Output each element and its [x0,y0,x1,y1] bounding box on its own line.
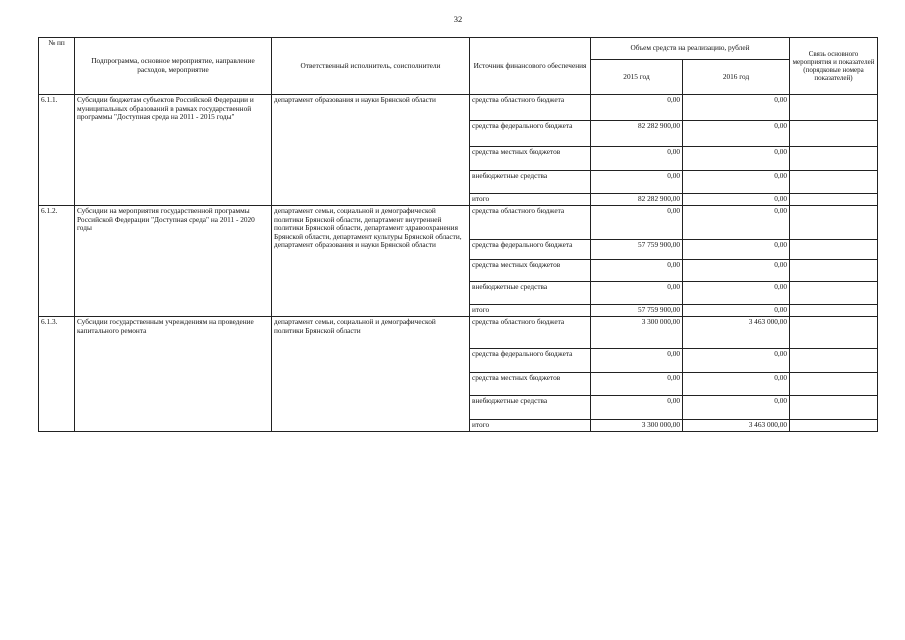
link-cell [790,194,878,206]
total-label: итого [470,420,591,432]
value-2016: 0,00 [683,147,790,171]
link-cell [790,305,878,317]
value-2015: 0,00 [591,171,683,194]
source-label: внебюджетные средства [470,396,591,420]
source-label: средства местных бюджетов [470,147,591,171]
link-cell [790,121,878,147]
total-2016: 0,00 [683,194,790,206]
source-label: средства федерального бюджета [470,349,591,373]
source-label: средства областного бюджета [470,317,591,349]
source-label: средства федерального бюджета [470,121,591,147]
link-cell [790,349,878,373]
value-2016: 0,00 [683,282,790,305]
source-label: средства местных бюджетов [470,260,591,282]
header-link: Связь основного мероприятия и показателей (порядковые номера показателей) [790,38,878,95]
value-2016: 0,00 [683,260,790,282]
activity-name: Субсидии бюджетам субъектов Российской Федерации и муниципальных образований в рамках государственной программы "Доступная среда на 2011 - 2015 годы" [75,95,272,206]
total-2015: 3 300 000,00 [591,420,683,432]
link-cell [790,240,878,260]
total-label: итого [470,305,591,317]
source-label: средства местных бюджетов [470,373,591,396]
value-2015: 0,00 [591,95,683,121]
header-program: Подпрограмма, основное мероприятие, направление расходов, мероприятие [75,38,272,95]
header-year-2016: 2016 год [683,60,790,95]
activity-name: Субсидии на мероприятия государственной программы Российской Федерации "Доступная среда" на 2011 - 2020 годы [75,206,272,317]
budget-table [38,37,878,432]
value-2015: 0,00 [591,282,683,305]
link-cell [790,317,878,349]
header-number: № пп [39,38,75,95]
value-2015: 0,00 [591,260,683,282]
link-cell [790,147,878,171]
source-label: внебюджетные средства [470,171,591,194]
total-2015: 57 759 900,00 [591,305,683,317]
header-year-2015: 2015 год [591,60,683,95]
source-label: средства областного бюджета [470,206,591,240]
activity-number: 6.1.3. [39,317,75,432]
value-2016: 3 463 000,00 [683,317,790,349]
header-source: Источник финансового обеспечения [470,38,591,95]
value-2016: 0,00 [683,396,790,420]
value-2016: 0,00 [683,121,790,147]
link-cell [790,260,878,282]
source-label: средства федерального бюджета [470,240,591,260]
link-cell [790,396,878,420]
total-2015: 82 282 900,00 [591,194,683,206]
total-2016: 0,00 [683,305,790,317]
value-2016: 0,00 [683,373,790,396]
link-cell [790,171,878,194]
total-2016: 3 463 000,00 [683,420,790,432]
activity-executor: департамент семьи, социальной и демографической политики Брянской области [272,317,470,432]
value-2015: 0,00 [591,396,683,420]
source-label: средства областного бюджета [470,95,591,121]
value-2016: 0,00 [683,349,790,373]
activity-number: 6.1.2. [39,206,75,317]
value-2015: 82 282 900,00 [591,121,683,147]
link-cell [790,206,878,240]
value-2015: 0,00 [591,206,683,240]
activity-name: Субсидии государственным учреждениям на проведение капитального ремонта [75,317,272,432]
value-2015: 57 759 900,00 [591,240,683,260]
link-cell [790,282,878,305]
value-2015: 0,00 [591,349,683,373]
source-label: внебюджетные средства [470,282,591,305]
link-cell [790,373,878,396]
table-row [39,206,878,240]
header-volume: Объем средств на реализацию, рублей [591,38,790,60]
value-2016: 0,00 [683,240,790,260]
value-2015: 3 300 000,00 [591,317,683,349]
header-executor: Ответственный исполнитель, соисполнители [272,38,470,95]
activity-executor: департамент семьи, социальной и демографической политики Брянской области, департамент внутренней политики Брянской области, департамент здравоохранения Брянской области, департамент культуры Брянской области, департамент образования и науки Брянской области [272,206,470,317]
total-label: итого [470,194,591,206]
value-2016: 0,00 [683,95,790,121]
link-cell [790,95,878,121]
activity-executor: департамент образования и науки Брянской области [272,95,470,206]
activity-number: 6.1.1. [39,95,75,206]
value-2016: 0,00 [683,206,790,240]
table-row [39,317,878,349]
page-number: 32 [453,14,463,24]
value-2015: 0,00 [591,373,683,396]
value-2015: 0,00 [591,147,683,171]
value-2016: 0,00 [683,171,790,194]
table-row [39,95,878,121]
link-cell [790,420,878,432]
